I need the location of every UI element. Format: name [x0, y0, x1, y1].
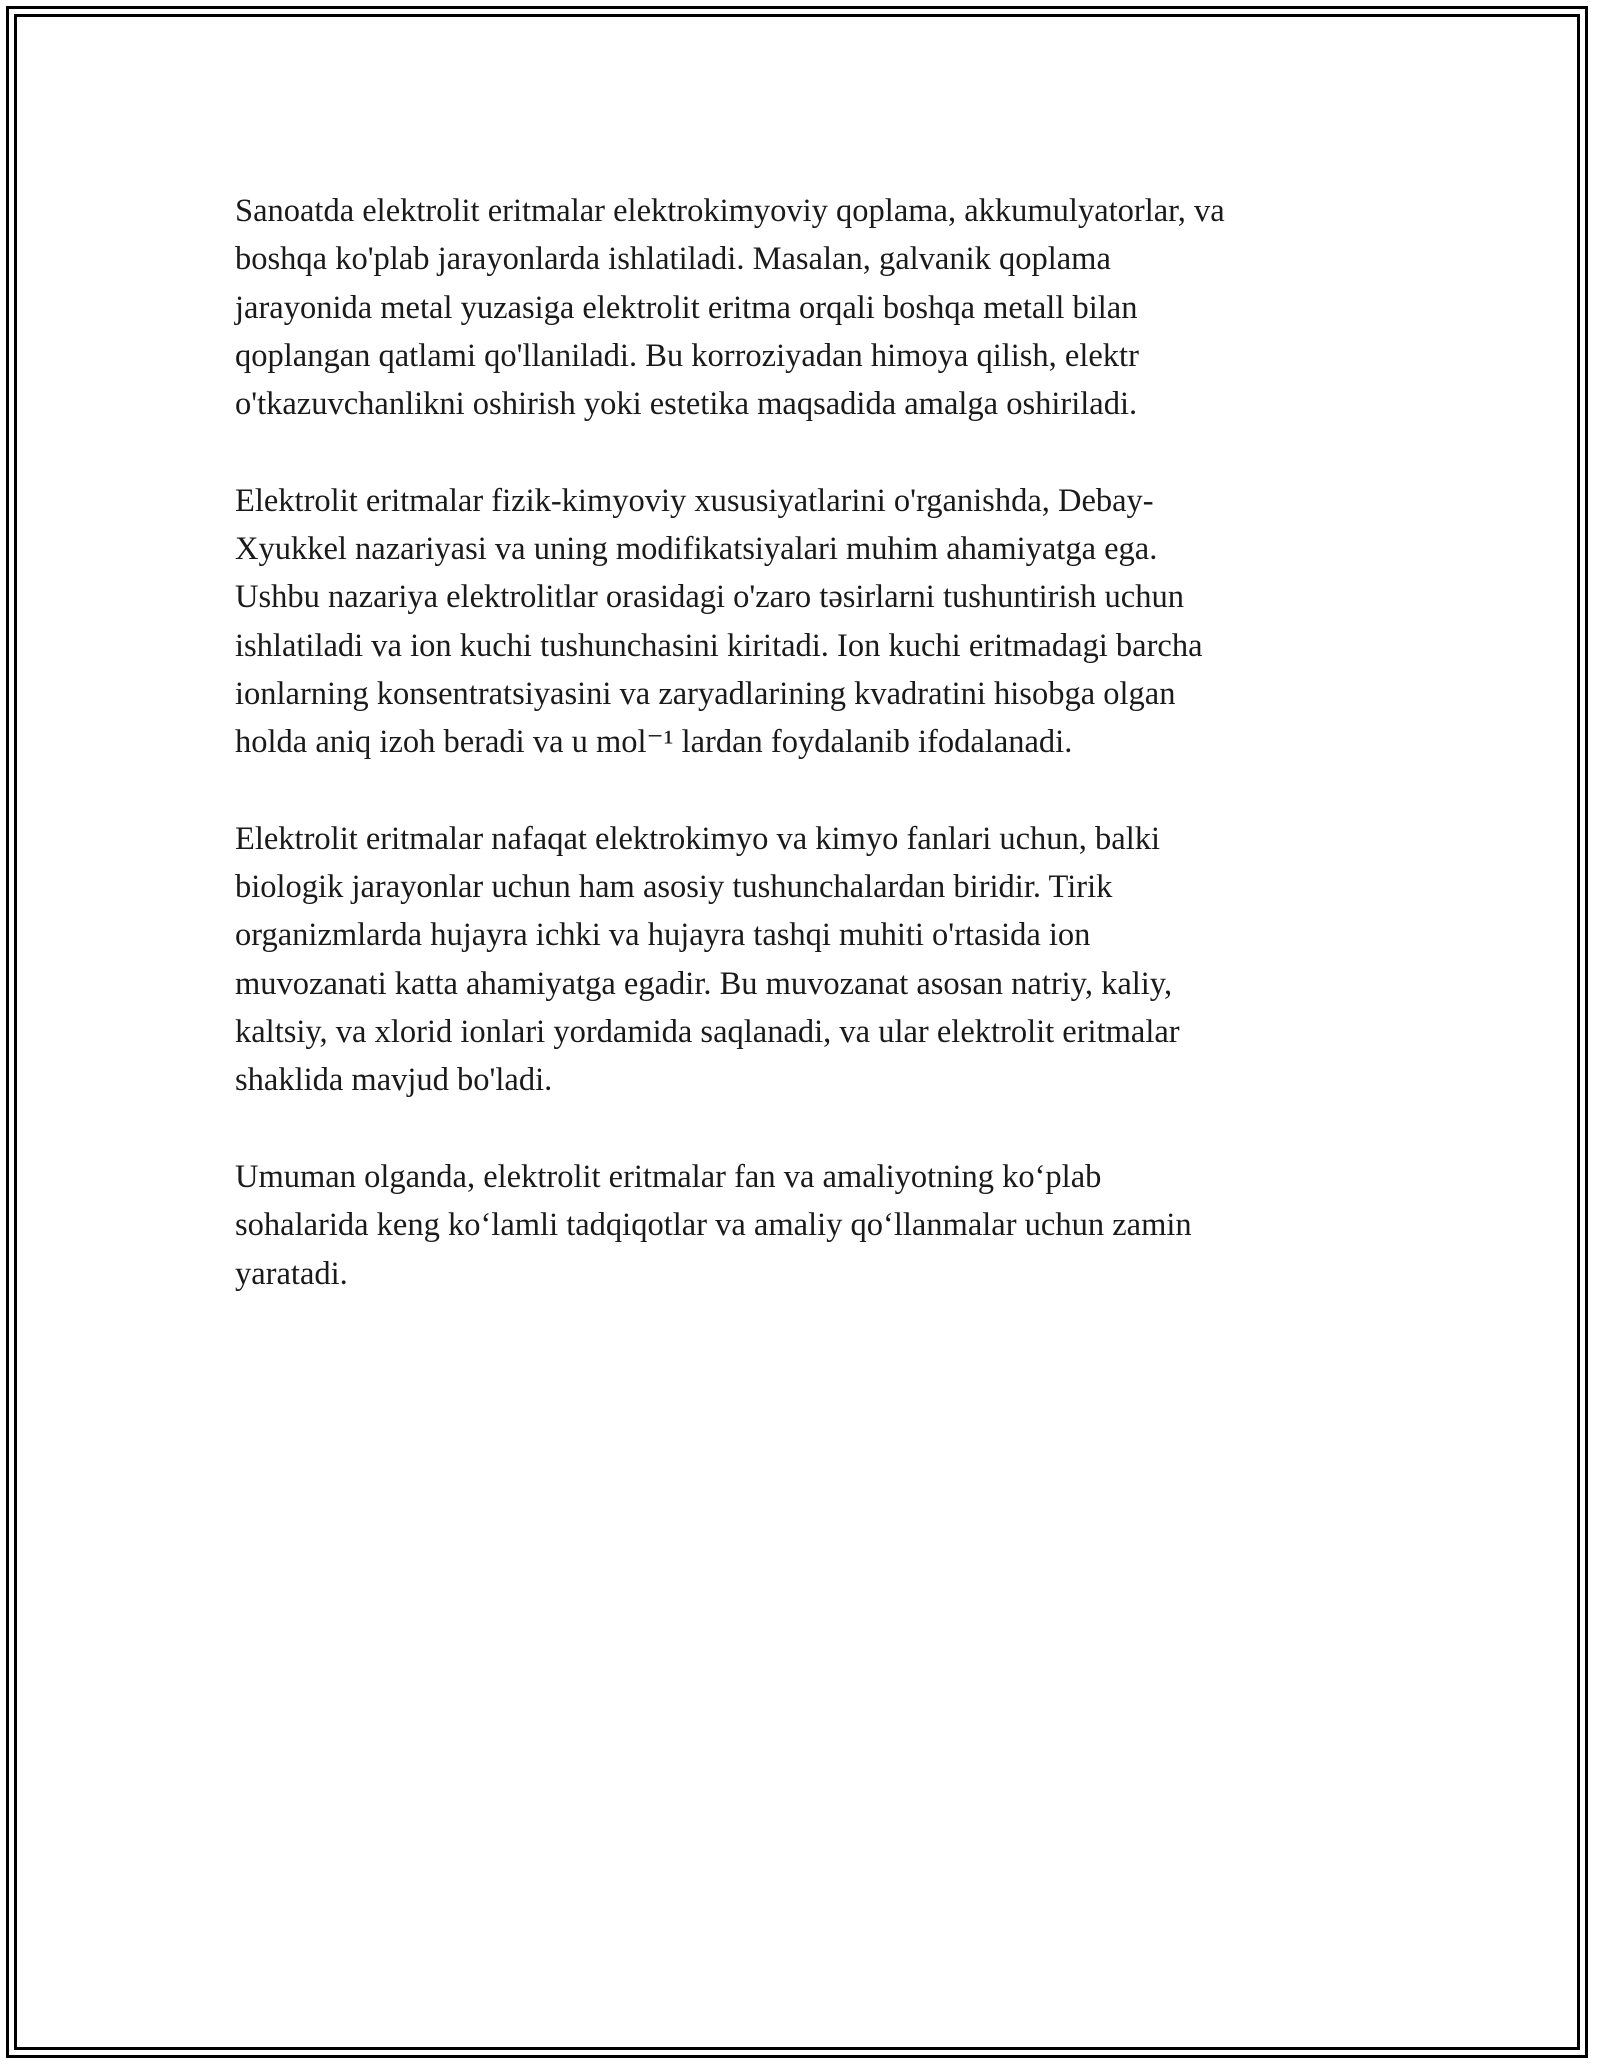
document-body — [235, 187, 1365, 1346]
text-line: muvozanati katta ahamiyatga egadir. Bu muvozanat asosan natriy, kaliy, — [235, 965, 1173, 1002]
text-line: ionlarning konsentratsiyasini va zaryadlarining kvadratini hisobga olgan — [235, 675, 1176, 712]
text-line: jarayonida metal yuzasiga elektrolit eritma orqali boshqa metall bilan — [235, 289, 1138, 326]
text-line: Umuman olganda, elektrolit eritmalar fan va amaliyotning ko‘plab — [235, 1158, 1102, 1195]
text-line: biologik jarayonlar uchun ham asosiy tushunchalardan biridir. Tirik — [235, 869, 1113, 906]
text-line: yaratadi. — [235, 1255, 348, 1292]
text-line: Elektrolit eritmalar nafaqat elektrokimyo va kimyo fanlari uchun, balki — [235, 820, 1161, 857]
text-line: Sanoatda elektrolit eritmalar elektrokimyoviy qoplama, akkumulyatorlar, va — [235, 193, 1225, 229]
text-line: Xyukkel nazariyasi va uning modifikatsiyalari muhim ahamiyatga ega. — [235, 531, 1158, 568]
text-line: Ushbu nazariya elektrolitlar orasidagi o'zaro təsirlarni tushuntirish uchun — [235, 579, 1184, 616]
paragraph-conclusion — [235, 1153, 1365, 1298]
text-line: boshqa ko'plab jarayonlarda ishlatiladi. Masalan, galvanik qoplama — [235, 241, 1111, 278]
paragraph-debye-huckel-theory — [235, 477, 1365, 767]
text-line: o'tkazuvchanlikni oshirish yoki estetika maqsadida amalga oshiriladi. — [235, 386, 1138, 423]
text-line: kaltsiy, va xlorid ionlari yordamida saqlanadi, va ular elektrolit eritmalar — [235, 1014, 1180, 1051]
text-line: shaklida mavjud bo'ladi. — [235, 1062, 553, 1099]
text-line: Elektrolit eritmalar fizik-kimyoviy xususiyatlarini o'rganishda, Debay- — [235, 482, 1154, 519]
text-line: organizmlarda hujayra ichki va hujayra tashqi muhiti o'rtasida ion — [235, 917, 1091, 954]
text-line: sohalarida keng ko‘lamli tadqiqotlar va amaliy qo‘llanmalar uchun zamin — [235, 1207, 1192, 1244]
text-line: holda aniq izoh beradi va u mol⁻¹ lardan foydalanib ifodalanadi. — [235, 724, 1073, 761]
paragraph-industrial-uses — [235, 187, 1365, 428]
text-line: qoplangan qatlami qo'llaniladi. Bu korroziyadan himoya qilish, elektr — [235, 337, 1139, 374]
text-line: ishlatiladi va ion kuchi tushunchasini kiritadi. Ion kuchi eritmadagi barcha — [235, 627, 1203, 664]
paragraph-biological-processes — [235, 815, 1365, 1105]
